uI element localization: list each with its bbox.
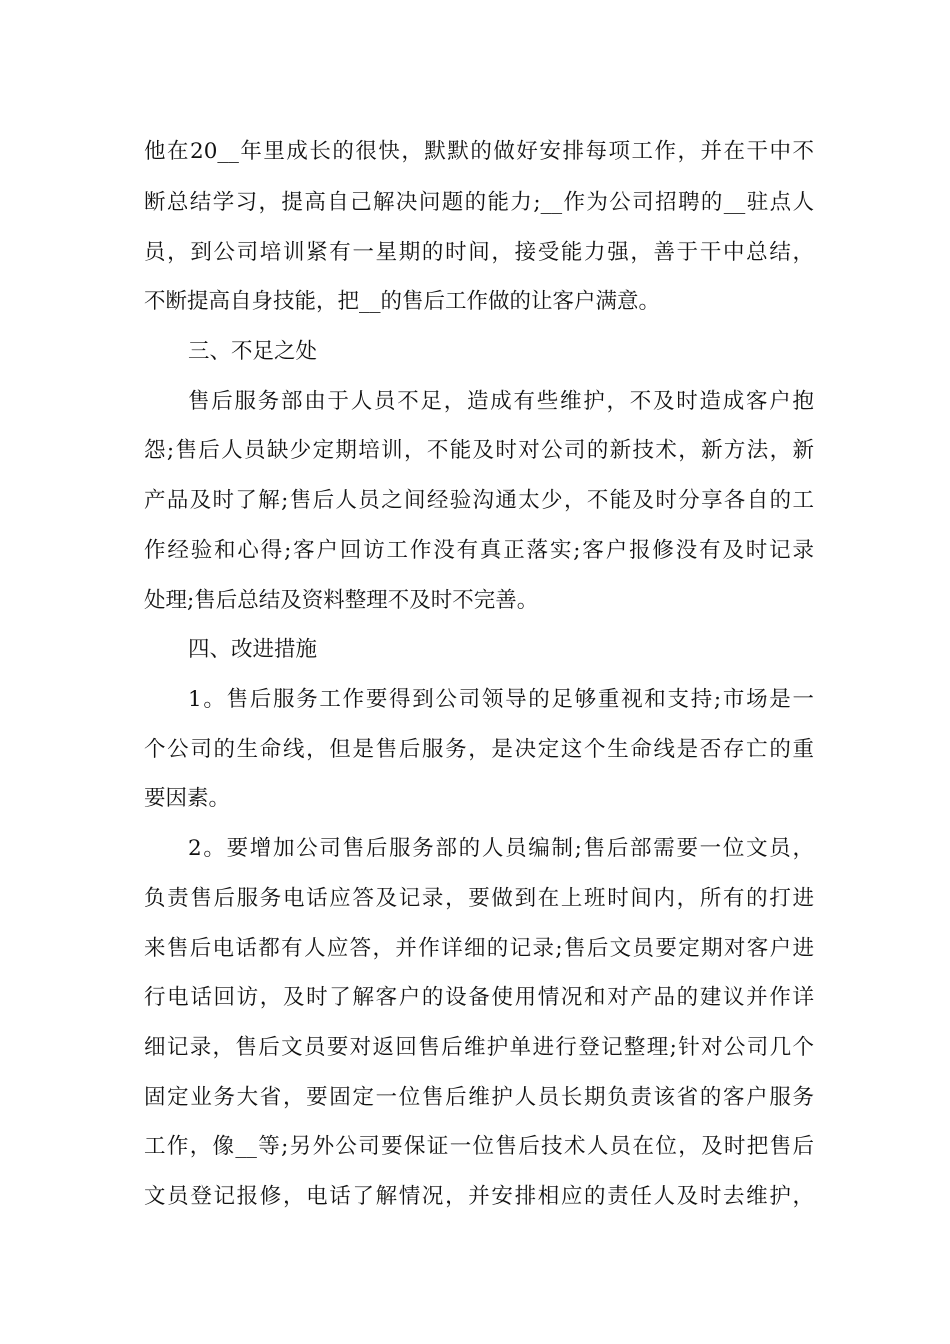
paragraph-line: 文员登记报修，电话了解情况，并安排相应的责任人及时去维护， (144, 1184, 814, 1209)
paragraph-line: 要因素。 (144, 786, 231, 811)
section-heading-improvements: 四、改进措施 (188, 637, 318, 662)
paragraph-line: 2。要增加公司售后服务部的人员编制;售后部需要一位文员， (188, 836, 814, 861)
paragraph-line: 产品及时了解;售后人员之间经验沟通太少，不能及时分享各自的工 (144, 488, 814, 513)
paragraph-line: 怨;售后人员缺少定期培训，不能及时对公司的新技术，新方法，新 (144, 438, 814, 463)
paragraph-line: 他在20__年里成长的很快，默默的做好安排每项工作，并在干中不 (144, 139, 814, 164)
paragraph-line: 员，到公司培训紧有一星期的时间，接受能力强，善于干中总结， (144, 240, 814, 265)
paragraph-line: 不断提高自身技能，把__的售后工作做的让客户满意。 (144, 289, 661, 314)
paragraph-line: 行电话回访，及时了解客户的设备使用情况和对产品的建议并作详 (144, 985, 814, 1010)
section-heading-shortcomings: 三、不足之处 (188, 339, 318, 364)
paragraph-line: 固定业务大省，要固定一位售后维护人员长期负责该省的客户服务 (144, 1085, 814, 1110)
paragraph-line: 断总结学习，提高自己解决问题的能力;__作为公司招聘的__驻点人 (144, 190, 814, 215)
paragraph-line: 售后服务部由于人员不足，造成有些维护，不及时造成客户抱 (188, 389, 814, 414)
paragraph-line: 个公司的生命线，但是售后服务，是决定这个生命线是否存亡的重 (144, 737, 814, 762)
paragraph-line: 处理;售后总结及资料整理不及时不完善。 (144, 588, 539, 613)
paragraph-line: 负责售后服务电话应答及记录，要做到在上班时间内，所有的打进 (144, 886, 814, 911)
paragraph-line: 作经验和心得;客户回访工作没有真正落实;客户报修没有及时记录 (144, 538, 814, 563)
paragraph-line: 工作，像__等;另外公司要保证一位售后技术人员在位，及时把售后 (144, 1134, 814, 1159)
paragraph-line: 细记录，售后文员要对返回售后维护单进行登记整理;针对公司几个 (144, 1035, 814, 1060)
paragraph-line: 来售后电话都有人应答，并作详细的记录;售后文员要定期对客户进 (144, 936, 814, 961)
paragraph-line: 1。售后服务工作要得到公司领导的足够重视和支持;市场是一 (188, 687, 814, 712)
